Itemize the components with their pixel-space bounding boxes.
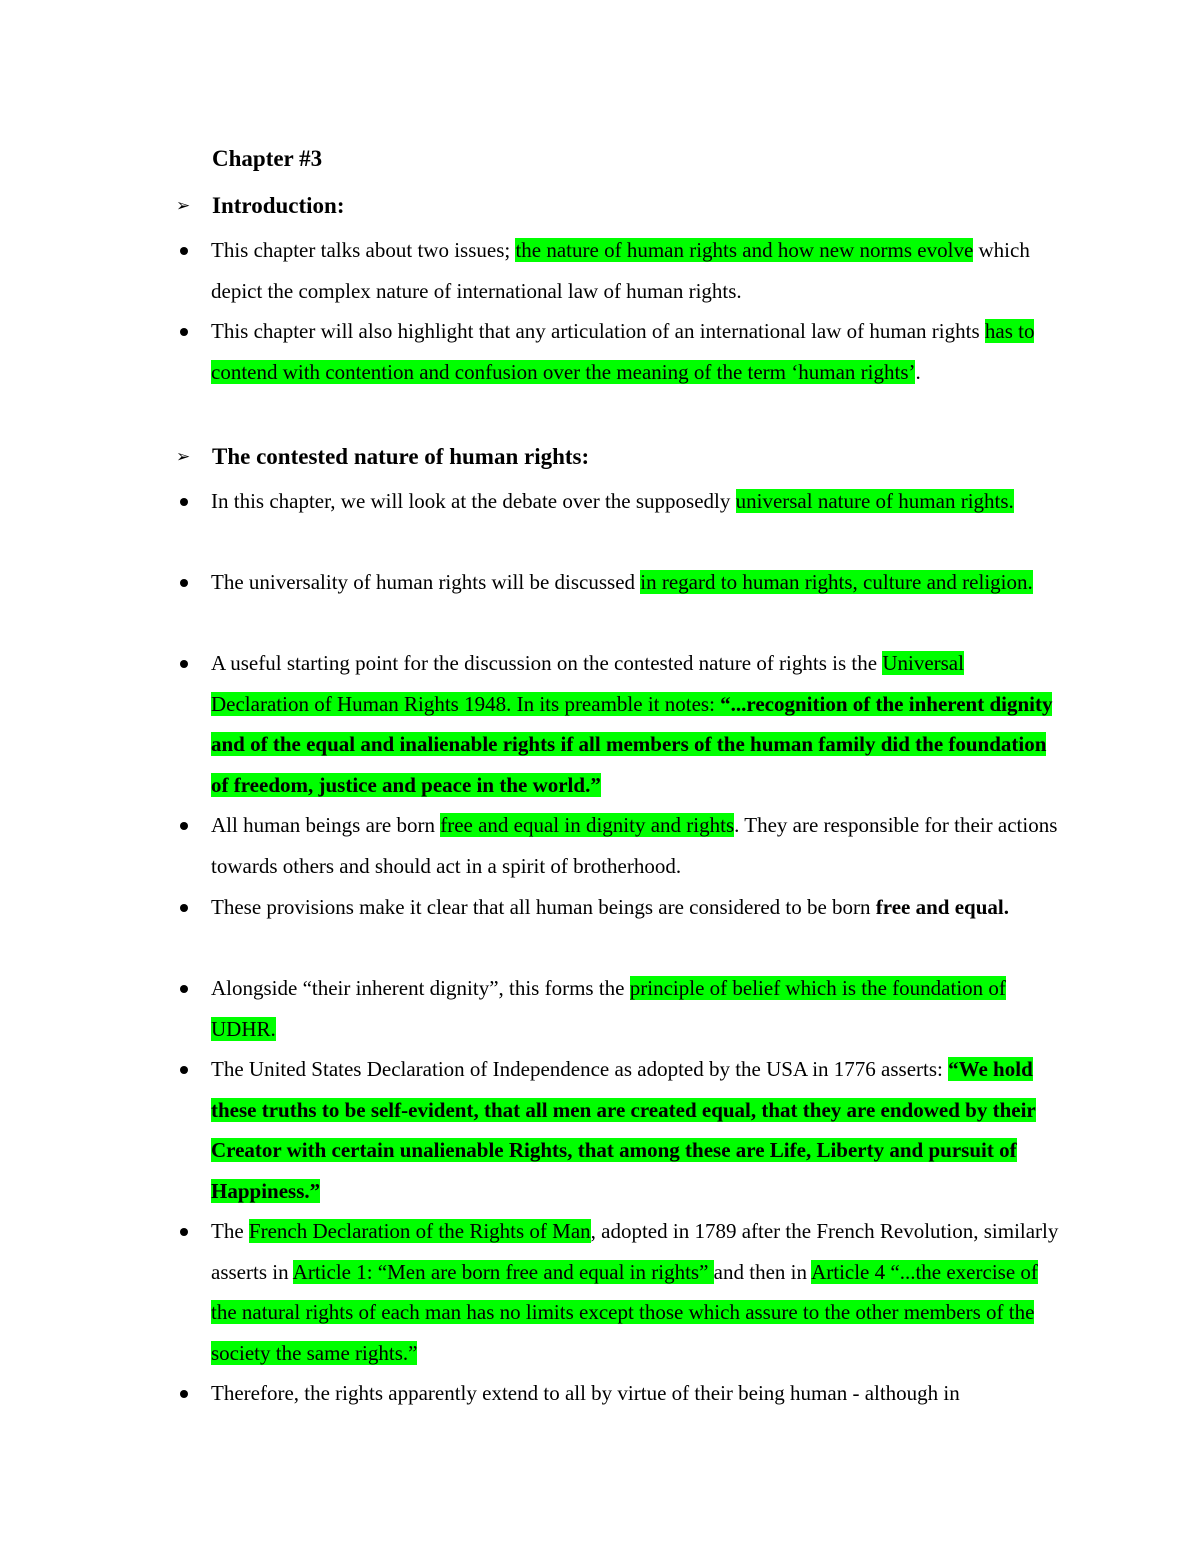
list-item: The universality of human rights will be discussed in regard to human rights, culture and religion. <box>211 562 1063 603</box>
list-item: These provisions make it clear that all human beings are considered to be born free and equal. <box>211 887 1063 928</box>
bullet-dot-icon <box>180 579 188 587</box>
highlighted-text: Article 4 “...the exercise of the natural rights of each man has no limits except those which assure to the other members of the society the same rights.” <box>211 1259 1038 1365</box>
highlighted-text: the nature of human rights and how new norms evolve <box>515 238 974 262</box>
highlighted-bold-quote: “...recognition of the inherent dignity and of the equal and inalienable rights if all members of the human family did the foundation of freedom, justice and peace in the world.” <box>211 691 1053 797</box>
list-item: A useful starting point for the discussion on the contested nature of rights is the Universal Declaration of Human Rights 1948. In its preamble it notes: “...recognition of the inherent dignity and of the equal and inalienable rights if all members of the human family did the foundation of freedom, justice and peace in the world.” <box>211 643 1063 805</box>
arrow-bullet-icon: ➢ <box>176 196 191 215</box>
list-item: In this chapter, we will look at the debate over the supposedly universal nature of human rights. <box>211 481 1063 522</box>
highlighted-text: free and equal in dignity and rights <box>440 813 735 837</box>
section-heading-text: Introduction: <box>212 193 345 218</box>
bullet-dot-icon <box>180 1390 188 1398</box>
highlighted-bold-quote: “We hold these truths to be self-evident, that all men are created equal, that they are endowed by their Creator with certain unalienable Rights, that among these are Life, Liberty and pursuit of Happiness.” <box>211 1057 1036 1203</box>
bullet-dot-icon <box>180 1066 188 1074</box>
bullet-dot-icon <box>180 822 188 830</box>
list-item: The French Declaration of the Rights of Man, adopted in 1789 after the French Revolution, similarly asserts in Article 1: “Men are born free and equal in rights” and then in Article 4 “...the exercise of the natural rights of each man has no limits except those which assure to the other members of the society the same rights.” <box>211 1211 1063 1373</box>
highlighted-text: French Declaration of the Rights of Man <box>248 1219 591 1243</box>
highlighted-text: Universal Declaration of Human Rights 1948. In its preamble it notes: <box>211 651 964 716</box>
highlighted-text: has to contend with contention and confusion over the meaning of the term ‘human rights’ <box>211 319 1035 384</box>
highlighted-text: universal nature of human rights. <box>735 489 1014 513</box>
chapter-title: Chapter #3 <box>212 146 323 171</box>
list-item: This chapter will also highlight that any articulation of an international law of human rights has to contend with contention and confusion over the meaning of the term ‘human rights’. <box>211 311 1063 392</box>
list-item: All human beings are born free and equal in dignity and rights. They are responsible for their actions towards others and should act in a spirit of brotherhood. <box>211 805 1063 886</box>
list-item: The United States Declaration of Independence as adopted by the USA in 1776 asserts: “We hold these truths to be self-evident, that all men are created equal, that they are endowed by their Creator with certain unalienable Rights, that among these are Life, Liberty and pursuit of Happiness.” <box>211 1049 1063 1211</box>
bullet-dot-icon <box>180 985 188 993</box>
bullet-dot-icon <box>180 247 188 255</box>
bold-text: free and equal. <box>875 895 1009 919</box>
arrow-bullet-icon: ➢ <box>176 447 191 466</box>
section-heading-text: The contested nature of human rights: <box>212 444 590 469</box>
list-item: Therefore, the rights apparently extend to all by virtue of their being human - although in <box>211 1373 1063 1414</box>
bullet-dot-icon <box>180 1228 188 1236</box>
bullet-dot-icon <box>180 904 188 912</box>
bullet-dot-icon <box>180 498 188 506</box>
bullet-dot-icon <box>180 328 188 336</box>
list-item: Alongside “their inherent dignity”, this forms the principle of belief which is the foundation of UDHR. <box>211 968 1063 1049</box>
highlighted-text: Article 1: “Men are born free and equal in rights” <box>292 1259 714 1284</box>
bullet-dot-icon <box>180 660 188 668</box>
list-item: This chapter talks about two issues; the nature of human rights and how new norms evolve which depict the complex nature of international law of human rights. <box>211 230 1063 311</box>
highlighted-text: in regard to human rights, culture and religion. <box>640 570 1033 594</box>
highlighted-text: principle of belief which is the foundation of UDHR. <box>211 976 1006 1041</box>
